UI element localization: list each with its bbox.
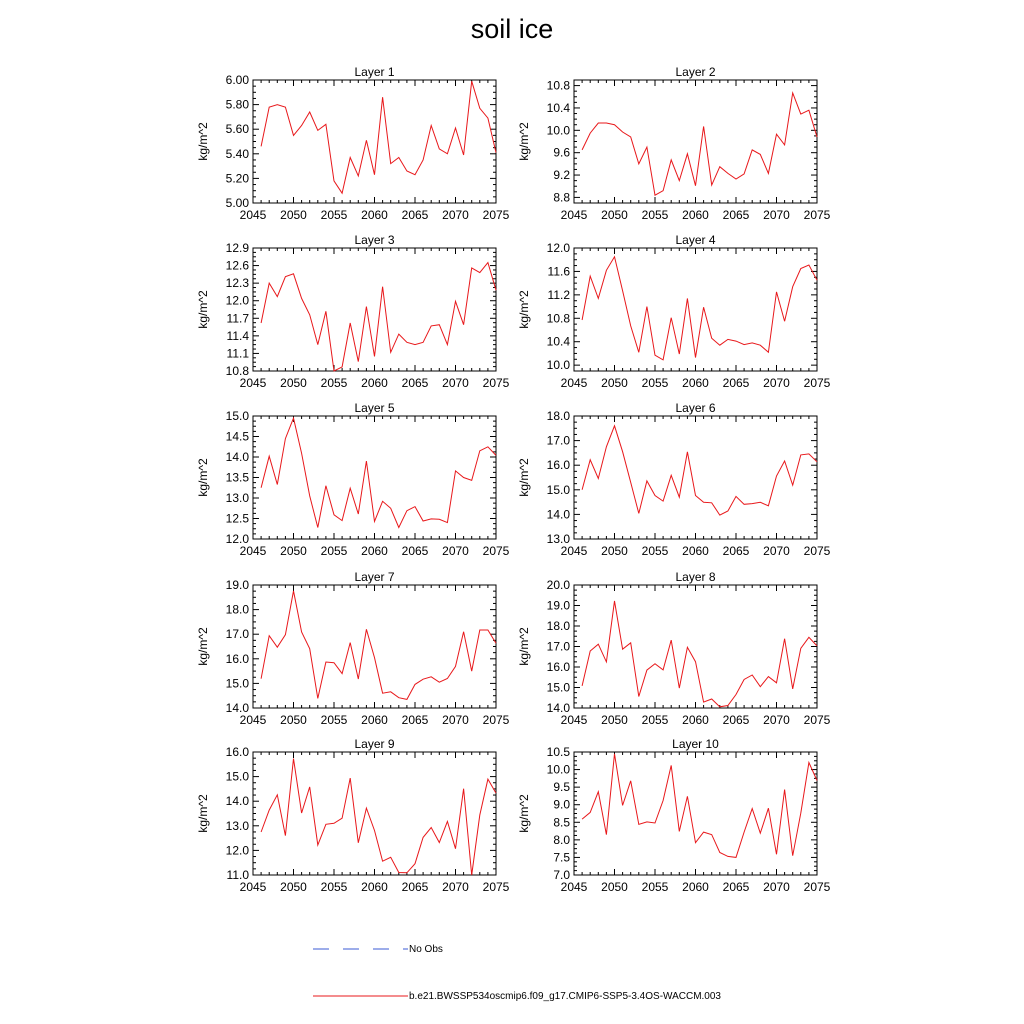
layer-3-xtick-label: 2060 [361, 376, 388, 390]
layer-4-xtick-label: 2070 [763, 376, 790, 390]
layer-7-ytick-label: 18.0 [225, 602, 249, 617]
layer-2-xtick-label: 2050 [601, 208, 628, 222]
layer-7-xtick-label: 2060 [361, 713, 388, 727]
layer-8-ytick-label: 20.0 [546, 578, 570, 592]
layer-8-ytick-label: 16.0 [546, 660, 570, 674]
layer-3-ytick-label: 11.7 [226, 311, 249, 326]
layer-8-xtick-label: 2045 [560, 713, 588, 727]
layer-9-xtick-label: 2050 [280, 880, 307, 894]
layer-5-xtick-label: 2075 [482, 544, 510, 558]
layer-7-ytick-label: 19.0 [225, 578, 249, 592]
layer-2-ytick-label: 8.8 [553, 190, 570, 205]
layer-4-xtick-label: 2045 [560, 376, 588, 390]
layer-9-xtick-label: 2055 [320, 880, 348, 894]
layer-5-ytick-label: 12.0 [225, 532, 249, 546]
layer-10-xtick-label: 2045 [560, 880, 588, 894]
layer-7-xtick-label: 2075 [482, 713, 510, 727]
layer-8-xtick-label: 2055 [641, 713, 669, 727]
layer-9-ytick-label: 14.0 [225, 794, 249, 809]
layer-10-xtick-label: 2055 [641, 880, 669, 894]
layer-4-ytick-label: 11.2 [547, 287, 570, 302]
layer-1-xtick-label: 2055 [320, 208, 348, 222]
layer-1-xtick-label: 2050 [280, 208, 307, 222]
layer-2-ytick-label: 10.4 [546, 100, 570, 115]
layer-7-ytick-label: 16.0 [225, 651, 249, 666]
layer-5-ytick-label: 13.0 [225, 491, 249, 505]
layer-8-xtick-label: 2075 [803, 713, 831, 727]
layer-7-ylabel: kg/m^2 [196, 627, 210, 666]
layer-4-ytick-label: 10.8 [546, 311, 570, 326]
layer-5-xtick-label: 2065 [401, 544, 429, 558]
layer-3-ytick-label: 11.1 [226, 346, 249, 361]
layer-4-xtick-label: 2050 [601, 376, 628, 390]
layer-7-xtick-label: 2065 [401, 713, 429, 727]
layer-8-ytick-label: 18.0 [546, 619, 570, 633]
layer-4-xtick-label: 2060 [682, 376, 709, 390]
layer-9-xtick-label: 2075 [482, 880, 510, 894]
layer-3-xtick-label: 2045 [239, 376, 267, 390]
legend-label-no-obs: No Obs [409, 944, 443, 955]
layer-3-xtick-label: 2050 [280, 376, 307, 390]
layer-6-xtick-label: 2070 [763, 544, 790, 558]
layer-3-ytick-label: 12.0 [225, 293, 249, 308]
layer-6-ylabel: kg/m^2 [517, 458, 531, 497]
layer-10-ytick-label: 10.0 [546, 762, 570, 777]
layer-9-ytick-label: 13.0 [225, 818, 249, 833]
layer-9-xtick-label: 2070 [442, 880, 469, 894]
layer-1-ytick-label: 5.20 [225, 171, 249, 186]
layer-5-ytick-label: 13.5 [225, 470, 249, 485]
layer-3-ytick-label: 12.9 [225, 241, 249, 255]
layer-1-ytick-label: 5.60 [225, 122, 249, 137]
layer-10-xtick-label: 2075 [803, 880, 831, 894]
layer-3-ytick-label: 10.8 [225, 364, 249, 378]
layer-5-xtick-label: 2070 [442, 544, 469, 558]
layer-8-title: Layer 8 [675, 570, 716, 584]
layer-7-xtick-label: 2050 [280, 713, 307, 727]
layer-9-ytick-label: 15.0 [225, 769, 249, 784]
layer-7-ytick-label: 14.0 [225, 701, 249, 715]
figure-title: soil ice [470, 14, 554, 44]
layer-4-xtick-label: 2075 [803, 376, 831, 390]
layer-7-ytick-label: 17.0 [225, 627, 249, 642]
layer-2-ytick-label: 9.2 [553, 168, 570, 183]
layer-9-ytick-label: 12.0 [225, 843, 249, 858]
layer-5-ytick-label: 15.0 [225, 409, 249, 423]
layer-10-ytick-label: 9.0 [553, 797, 570, 812]
layer-2-xtick-label: 2070 [763, 208, 790, 222]
layer-1-ytick-label: 5.40 [225, 146, 249, 161]
layer-2-xtick-label: 2060 [682, 208, 709, 222]
layer-1-ytick-label: 5.80 [225, 97, 249, 112]
layer-8-xtick-label: 2070 [763, 713, 790, 727]
layer-6-xtick-label: 2075 [803, 544, 831, 558]
layer-2-xtick-label: 2045 [560, 208, 588, 222]
layer-3-ytick-label: 12.6 [225, 258, 249, 273]
layer-10-xtick-label: 2060 [682, 880, 709, 894]
layer-1-xtick-label: 2075 [482, 208, 510, 222]
layer-5-xtick-label: 2045 [239, 544, 267, 558]
layer-9-ylabel: kg/m^2 [196, 794, 210, 833]
layer-4-ytick-label: 12.0 [546, 241, 570, 255]
layer-5-ytick-label: 14.0 [225, 450, 249, 464]
layer-10-ytick-label: 7.0 [553, 868, 570, 882]
layer-4-ytick-label: 10.4 [546, 334, 570, 349]
layer-5-xtick-label: 2055 [320, 544, 348, 558]
layer-6-ytick-label: 16.0 [546, 458, 570, 473]
layer-8-ytick-label: 19.0 [546, 598, 570, 613]
layer-1-ytick-label: 5.00 [225, 196, 249, 210]
layer-8-ytick-label: 14.0 [546, 701, 570, 715]
layer-6-xtick-label: 2050 [601, 544, 628, 558]
layer-2-ytick-label: 9.6 [553, 145, 570, 160]
layer-4-ytick-label: 11.6 [547, 264, 570, 279]
layer-8-xtick-label: 2050 [601, 713, 628, 727]
layer-1-xtick-label: 2070 [442, 208, 469, 222]
layer-4-ylabel: kg/m^2 [517, 290, 531, 329]
layer-2-title: Layer 2 [675, 65, 716, 79]
layer-5-title: Layer 5 [354, 401, 395, 415]
layer-10-xtick-label: 2070 [763, 880, 790, 894]
layer-3-xtick-label: 2055 [320, 376, 348, 390]
layer-10-title: Layer 10 [672, 737, 719, 751]
layer-3-xtick-label: 2075 [482, 376, 510, 390]
layer-6-xtick-label: 2055 [641, 544, 669, 558]
layer-10-ytick-label: 8.0 [553, 832, 570, 847]
layer-6-ytick-label: 17.0 [546, 433, 570, 448]
layer-4-ytick-label: 10.0 [546, 358, 570, 373]
layer-10-xtick-label: 2065 [722, 880, 750, 894]
layer-6-xtick-label: 2065 [722, 544, 750, 558]
layer-5-ytick-label: 14.5 [225, 429, 249, 444]
layer-10-ytick-label: 10.5 [546, 745, 570, 759]
layer-9-xtick-label: 2045 [239, 880, 267, 894]
layer-2-ytick-label: 10.8 [546, 78, 570, 93]
layer-6-ytick-label: 15.0 [546, 482, 570, 497]
layer-1-xtick-label: 2060 [361, 208, 388, 222]
layer-4-xtick-label: 2055 [641, 376, 669, 390]
layer-7-xtick-label: 2045 [239, 713, 267, 727]
layer-7-title: Layer 7 [354, 570, 395, 584]
layer-1-ylabel: kg/m^2 [196, 122, 210, 161]
layer-8-xtick-label: 2065 [722, 713, 750, 727]
layer-9-xtick-label: 2060 [361, 880, 388, 894]
layer-10-ytick-label: 8.5 [553, 815, 570, 830]
layer-6-title: Layer 6 [675, 401, 716, 415]
layer-6-xtick-label: 2045 [560, 544, 588, 558]
layer-9-ytick-label: 11.0 [226, 868, 249, 882]
layer-4-title: Layer 4 [675, 233, 716, 247]
layer-4-xtick-label: 2065 [722, 376, 750, 390]
layer-3-xtick-label: 2070 [442, 376, 469, 390]
layer-1-xtick-label: 2065 [401, 208, 429, 222]
layer-7-ytick-label: 15.0 [225, 676, 249, 691]
layer-9-ytick-label: 16.0 [225, 745, 249, 759]
layer-6-ytick-label: 13.0 [546, 532, 570, 546]
layer-6-xtick-label: 2060 [682, 544, 709, 558]
layer-2-ytick-label: 10.0 [546, 123, 570, 138]
layer-5-xtick-label: 2060 [361, 544, 388, 558]
layer-1-xtick-label: 2045 [239, 208, 267, 222]
legend-label-model: b.e21.BWSSP534oscmip6.f09_g17.CMIP6-SSP5-3.4OS-WACCM.003 [409, 991, 721, 1002]
layer-2-xtick-label: 2055 [641, 208, 669, 222]
layer-8-ylabel: kg/m^2 [517, 627, 531, 666]
layer-8-ytick-label: 17.0 [546, 639, 570, 654]
layer-5-xtick-label: 2050 [280, 544, 307, 558]
layer-7-xtick-label: 2055 [320, 713, 348, 727]
layer-9-title: Layer 9 [354, 737, 395, 751]
layer-8-xtick-label: 2060 [682, 713, 709, 727]
layer-10-ytick-label: 7.5 [553, 850, 570, 865]
layer-1-title: Layer 1 [354, 65, 395, 79]
layer-8-ytick-label: 15.0 [546, 680, 570, 695]
layer-2-xtick-label: 2075 [803, 208, 831, 222]
layer-9-xtick-label: 2065 [401, 880, 429, 894]
layer-3-title: Layer 3 [354, 233, 395, 247]
layer-3-ylabel: kg/m^2 [196, 290, 210, 329]
layer-3-ytick-label: 11.4 [226, 328, 249, 343]
layer-2-xtick-label: 2065 [722, 208, 750, 222]
layer-10-ytick-label: 9.5 [553, 780, 570, 795]
layer-6-ytick-label: 18.0 [546, 409, 570, 423]
layer-3-xtick-label: 2065 [401, 376, 429, 390]
layer-5-ylabel: kg/m^2 [196, 458, 210, 497]
layer-6-ytick-label: 14.0 [546, 507, 570, 522]
layer-3-ytick-label: 12.3 [225, 276, 249, 291]
layer-5-ytick-label: 12.5 [225, 511, 249, 526]
layer-10-ylabel: kg/m^2 [517, 794, 531, 833]
layer-2-ylabel: kg/m^2 [517, 122, 531, 161]
layer-1-ytick-label: 6.00 [225, 73, 249, 87]
layer-10-xtick-label: 2050 [601, 880, 628, 894]
layer-7-xtick-label: 2070 [442, 713, 469, 727]
